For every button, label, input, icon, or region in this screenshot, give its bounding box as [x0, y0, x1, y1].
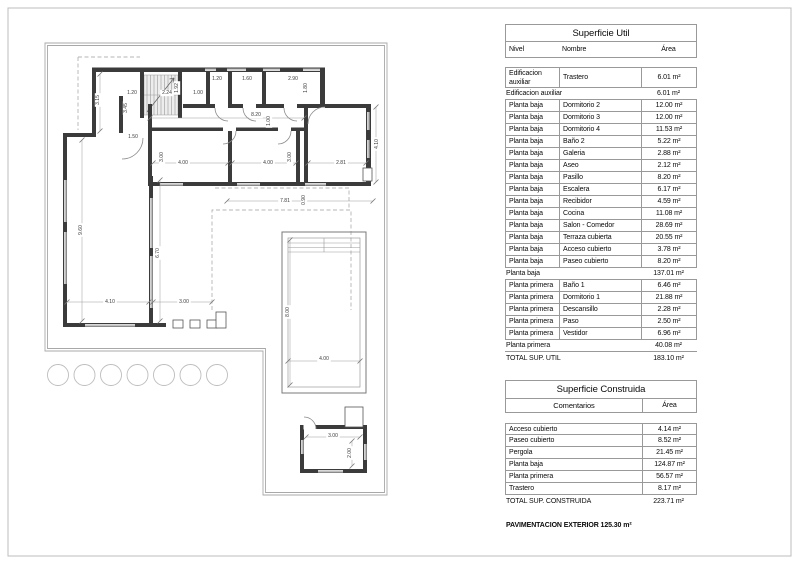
cell-area: 3.78 m² [641, 244, 696, 255]
cell-nombre: Recibidor [559, 196, 641, 207]
cell-area: 8.52 m² [642, 435, 696, 446]
cell-nombre: Trastero [559, 68, 641, 87]
table-row [505, 423, 697, 435]
table-title: Superficie Util [506, 25, 696, 42]
cell-nivel: Planta primera [509, 306, 554, 313]
dimension-label: 3.15 [95, 95, 101, 105]
cell-nombre: Cocina [559, 208, 641, 219]
dimension-label: 4.10 [374, 139, 380, 149]
cell-area: 183.10 m² [653, 354, 684, 362]
column-header-nivel: Nivel [509, 46, 525, 53]
dimension-label: 1.60 [242, 76, 252, 82]
swimming-pool [282, 232, 366, 393]
total-label: TOTAL SUP. CONSTRUIDA [506, 497, 592, 505]
cell-nombre: Terraza cubierta [559, 232, 641, 243]
house-walls [63, 68, 371, 474]
cell-area: 8.20 m² [641, 172, 696, 183]
cell-area: 5.22 m² [641, 136, 696, 147]
cell-nivel: Planta baja [509, 174, 543, 181]
table-row [505, 459, 697, 471]
cell-area: 40.08 m² [655, 342, 682, 349]
cell-nombre: Paso [559, 316, 641, 327]
cell-nombre: Aseo [559, 160, 641, 171]
cell-nivel: Planta primera [509, 282, 554, 289]
dimension-label: 1.00 [193, 90, 203, 96]
dimension-label: 2.90 [288, 76, 298, 82]
cell-area: 137.01 m² [653, 270, 684, 277]
column-header-area: Área [642, 399, 696, 412]
table-row [505, 471, 697, 483]
cell-area: 6.46 m² [641, 280, 696, 291]
subtotal-row [505, 88, 697, 100]
dimension-label: 8.20 [251, 112, 261, 118]
dimension-label: 3.00 [179, 299, 189, 305]
table-row [505, 292, 697, 304]
dimension-label: 4.10 [105, 299, 115, 305]
cell-area: 124.87 m² [642, 459, 696, 470]
cell-nombre: Dormitorio 3 [559, 112, 641, 123]
subtotal-row [505, 340, 697, 352]
cell-nombre: Escalera [559, 184, 641, 195]
cell-nombre: Baño 1 [559, 280, 641, 291]
dimension-label: 1.00 [266, 116, 272, 126]
column-header-comentarios: Comentarios [553, 401, 595, 410]
cell-area: 4.59 m² [641, 196, 696, 207]
dimension-label: 3.45 [123, 103, 129, 113]
cell-area: 6.01 m² [641, 68, 696, 87]
superficie-util-table [505, 24, 697, 364]
table-row [505, 232, 697, 244]
cell-area: 2.28 m² [641, 304, 696, 315]
cell-area: 8.17 m² [642, 483, 696, 494]
cell-nivel: Planta baja [509, 258, 543, 265]
dimension-label: 3.00 [328, 433, 338, 439]
cell-nombre: Paseo cubierto [559, 256, 641, 267]
dimension-label: 2.24 [162, 90, 172, 96]
table-row [505, 184, 697, 196]
cell-comentario: Acceso cubierto [509, 425, 558, 433]
cell-nivel: Edificacion auxiliar [509, 70, 542, 87]
superficie-construida-table [505, 380, 697, 507]
table-row [505, 280, 697, 292]
cell-area: 6.96 m² [641, 328, 696, 339]
cell-area: 11.53 m² [641, 124, 696, 135]
table-row [505, 244, 697, 256]
total-row [505, 352, 697, 364]
cell-nivel: Planta baja [509, 150, 543, 157]
dimension-lines [65, 72, 379, 469]
cell-nombre: Acceso cubierto [559, 244, 641, 255]
cell-nivel: Planta primera [509, 330, 554, 337]
cell-nombre: Vestidor [559, 328, 641, 339]
dimension-label: 4.00 [319, 356, 329, 362]
table-row [505, 172, 697, 184]
cell-area: 20.55 m² [641, 232, 696, 243]
dimension-label: 1.80 [303, 83, 309, 93]
cell-area: 56.57 m² [642, 471, 696, 482]
dimension-label: 2.00 [347, 448, 353, 458]
cell-comentario: Planta baja [509, 461, 543, 468]
table-body [505, 423, 697, 495]
cell-comentario: Paseo cubierto [509, 437, 555, 444]
dimension-label: 4.00 [178, 160, 188, 166]
cell-nombre: Pasillo [559, 172, 641, 183]
table-header [506, 399, 696, 412]
cell-area: 8.20 m² [641, 256, 696, 267]
table-row [505, 112, 697, 124]
table-row [505, 160, 697, 172]
cell-area: 21.45 m² [642, 447, 696, 458]
table-header [506, 42, 696, 57]
table-row [505, 304, 697, 316]
dimension-label: 1.20 [127, 90, 137, 96]
cell-comentario: Trastero [509, 485, 535, 492]
cell-nivel: Planta baja [509, 162, 543, 169]
subtotal-row [505, 268, 697, 280]
dimension-label: 9.60 [78, 225, 84, 235]
cell-area: 6.17 m² [641, 184, 696, 195]
column-header-area: Área [661, 46, 676, 53]
cell-area: 4.14 m² [642, 424, 696, 434]
dimension-label: 8.00 [285, 307, 291, 317]
table-row [505, 435, 697, 447]
cell-nivel: Planta baja [509, 126, 543, 133]
cell-label: Edificacion auxiliar [506, 90, 562, 97]
cell-nivel: Planta baja [509, 222, 543, 229]
cell-nivel: Planta baja [509, 198, 543, 205]
cell-nombre: Salon - Comedor [559, 220, 641, 231]
table-body [505, 67, 697, 364]
cell-area: 6.01 m² [656, 90, 681, 97]
cell-nivel: Planta baja [509, 246, 543, 253]
cell-nivel: Planta baja [509, 114, 543, 121]
cell-area: 2.12 m² [641, 160, 696, 171]
cell-label: TOTAL SUP. UTIL [506, 354, 561, 362]
cell-label: Planta primera [506, 342, 551, 349]
total-area: 223.71 m² [653, 497, 684, 505]
dimension-label: 1.50 [128, 134, 138, 140]
cell-nivel: Planta baja [509, 138, 543, 145]
cell-nivel: Planta primera [509, 318, 554, 325]
dimension-label: 1.20 [212, 76, 222, 82]
total-row [505, 495, 697, 507]
table-row [505, 256, 697, 268]
dimension-label: 6.70 [155, 248, 161, 258]
table-row [505, 67, 697, 88]
cell-area: 11.08 m² [641, 208, 696, 219]
table-title: Superficie Construida [506, 381, 696, 399]
dimension-label: 0.90 [301, 195, 307, 205]
cell-nombre: Descansillo [559, 304, 641, 315]
cell-nombre: Dormitorio 1 [559, 292, 641, 303]
table-row [505, 124, 697, 136]
dimension-label: 3.00 [287, 152, 293, 162]
cell-area: 12.00 m² [641, 100, 696, 111]
table-row [505, 447, 697, 459]
cell-area: 12.00 m² [641, 112, 696, 123]
garden-features [173, 168, 372, 427]
cell-nivel: Planta primera [509, 294, 554, 301]
table-row [505, 196, 697, 208]
dimension-label: 4.00 [263, 160, 273, 166]
table-row [505, 148, 697, 160]
dimension-label: 3.00 [159, 152, 165, 162]
cell-nivel: Planta baja [509, 234, 543, 241]
table-row [505, 316, 697, 328]
table-row [505, 220, 697, 232]
table-row [505, 328, 697, 340]
cell-area: 2.88 m² [641, 148, 696, 159]
cell-nombre: Dormitorio 2 [559, 100, 641, 111]
dimension-label: 2.81 [336, 160, 346, 166]
table-row [505, 208, 697, 220]
cell-comentario: Planta primera [509, 473, 554, 480]
cell-label: Planta baja [506, 270, 540, 277]
table-row [505, 483, 697, 495]
cell-comentario: Pergola [509, 449, 533, 456]
dimension-label: 1.92 [174, 83, 180, 93]
table-row [505, 136, 697, 148]
cell-nombre: Baño 2 [559, 136, 641, 147]
cell-nombre: Dormitorio 4 [559, 124, 641, 135]
dimension-label: 7.81 [280, 198, 290, 204]
cell-nivel: Planta baja [509, 210, 543, 217]
column-header-nombre: Nombre [562, 46, 587, 53]
cell-area: 28.69 m² [641, 220, 696, 231]
cell-area: 21.88 m² [641, 292, 696, 303]
cell-nombre: Galeria [559, 148, 641, 159]
cell-area: 2.50 m² [641, 316, 696, 327]
cell-nivel: Planta baja [509, 102, 543, 109]
pavimentacion-footnote: PAVIMENTACION EXTERIOR 125.30 m² [506, 522, 632, 529]
table-row [505, 100, 697, 112]
trees [48, 365, 228, 386]
cell-nivel: Planta baja [509, 186, 543, 193]
